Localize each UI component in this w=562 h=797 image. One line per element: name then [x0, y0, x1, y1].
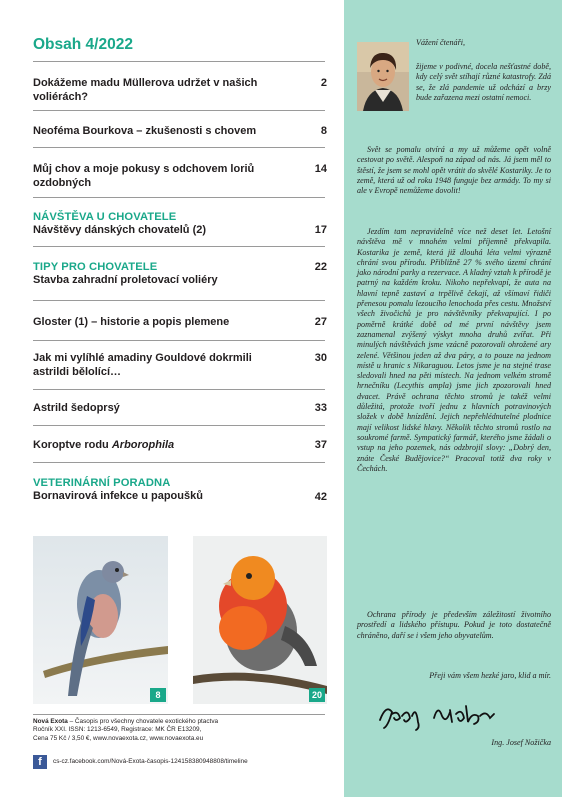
toc-entry[interactable] — [33, 211, 327, 238]
toc-title-rule — [33, 61, 325, 62]
toc-entry[interactable] — [33, 402, 327, 416]
facebook-link[interactable]: cs-cz.facebook.com/Nová-Exota-časopis-124158380948808/timeline — [53, 758, 248, 765]
letter-paragraph: Jezdím tam nepravidelně více než deset let. Letošní návštěva mě v mnohém velmi příjemně překvapila. Kostarika je země, která již dlouhá léta velmi výrazně chrání svou přírodu. Přibližně 27 % svého území chrání jako národní parky a rezervace. A kladný vztah k přírodě je patrný na každém kroku. Nikoho nepřekvapí, že auta na hlavní tepně zastaví a trpělivě čekají, až všímaví řidiči přenesou pomalu lezoucího lenochoda přes cestu. Množství všech živočichů je pro návštěvníky překvapující. I po poměrně krátké době od mé první návštěvy jsem zaznamenal zvýšený výskyt mnoha druhů zvířat. Při minulých návštěvách jsme vzácně pozorovali ohrožené ary zelené. Většinou jeden až dva páry, a to pouze na jednom místě u hranic s Nikaraguou. Letos jsme je na stejné trase sledovali hned na pěti místech. Na jednom velkém stromě hrnečníku (Lecythis ampla) jsme jich zpozorovali hned dvacet. Právě ochrana těchto stromů je takéž velmi důležitá, protože tvoří jednu z hlavních potravinových složek v době hnízdění. Jejich nepřehlédnutelné plodnice mají velikost lidské hlavy. Několik těchto stromů rostlo na soukromé farmě. Sympatický farmář, kterého jsme žádali o vstup na jeho pozemek, nás odzbrojil slovy: „Dobrý den, znáte České Budějovice?“ Pracoval totiž dva roky v Čechách. — [357, 227, 551, 473]
toc-entry-page: 22 — [314, 261, 327, 273]
toc-entry-title: Návštěvy dánských chovatelů (2) — [33, 224, 207, 236]
toc-entry-page: 33 — [314, 402, 327, 414]
toc-entry[interactable] — [33, 477, 327, 504]
toc-section-label: VETERINÁRNÍ PORADNA — [33, 477, 171, 489]
toc-entry-title: Bornavirová infekce u papoušků — [33, 490, 203, 502]
toc-divider — [33, 462, 325, 463]
footer-rule — [33, 714, 325, 715]
toc-entry-title: Stavba zahradní proletovací voliéry — [33, 274, 218, 286]
toc-divider — [33, 246, 325, 247]
letter-paragraph: Svět se pomalu otvírá a my už můžeme opět volně cestovat po světě. Alespoň na západ od nás. Já jsem měl to štěstí, že jsem se mohl opět vrátit do skvělé Kostariky. Je to země, která už od roku 1948 funguje bez armády. To my si ale v Evropě nemůžeme dovolit! — [357, 145, 551, 196]
toc-entry-page: 17 — [314, 224, 327, 236]
toc-entry[interactable] — [33, 163, 327, 190]
photo-page-badge: 8 — [150, 688, 166, 702]
toc-section-label: TIPY PRO CHOVATELE — [33, 261, 158, 273]
red-bird-photo — [193, 536, 327, 704]
toc-divider — [33, 197, 325, 198]
toc-divider — [33, 110, 325, 111]
publication-info — [33, 718, 328, 743]
toc-entry[interactable] — [33, 125, 327, 139]
letter-paragraph: Ochrana přírody je především záležitostí životního prostředí a lidského přístupu. Pokud je toto dostatečně chráněno, daří se i všem jeho obyvatelům. — [357, 610, 551, 640]
toc-entry[interactable] — [33, 261, 327, 288]
toc-entry-title: Dokážeme madu Müllerova udržet v našich voliérách? — [33, 77, 258, 103]
price-line: Cena 75 Kč / 3,50 €, www.novaexota.cz, www.novaexota.eu — [33, 734, 204, 742]
toc-divider — [33, 389, 325, 390]
editor-signature — [376, 698, 506, 732]
toc-entry[interactable] — [33, 352, 327, 379]
toc-section-label: NÁVŠTĚVA U CHOVATELE — [33, 211, 177, 223]
toc-entry[interactable] — [33, 77, 327, 104]
toc-entry-title: Gloster (1) – historie a popis plemene — [33, 316, 230, 328]
toc-entry-page: 8 — [320, 125, 327, 137]
editor-portrait — [357, 42, 409, 111]
toc-entry-title: Astrild šedoprsý — [33, 402, 120, 414]
magazine-name: Nová Exota — [33, 718, 68, 725]
toc-entry-title-italic: Arborophila — [111, 439, 175, 451]
toc-entry-page: 42 — [314, 491, 327, 503]
editor-name: Ing. Josef Nožička — [491, 738, 551, 747]
letter-closing: Přeji vám všem hezké jaro, klid a mír. — [429, 671, 551, 680]
toc-entry[interactable] — [33, 439, 327, 453]
toc-entry-page: 2 — [320, 77, 327, 89]
issn-line: Ročník XXI. ISSN: 1213-6549, Registrace: MK ČR E13209, — [33, 726, 202, 734]
bourke-parrot-photo — [33, 536, 168, 704]
magazine-tagline: – Časopis pro všechny chovatele exotického ptactva — [67, 718, 219, 725]
toc-entry-page: 30 — [314, 352, 327, 364]
toc-entry-page: 14 — [314, 163, 327, 175]
toc-entry-title: Můj chov a moje pokusy s odchovem loriů ozdobných — [33, 163, 255, 189]
toc-divider — [33, 300, 325, 301]
toc-divider — [33, 425, 325, 426]
toc-title: Obsah 4/2022 — [33, 36, 133, 53]
toc-divider — [33, 147, 325, 148]
toc-entry[interactable] — [33, 316, 327, 330]
photo-page-badge: 20 — [309, 688, 325, 702]
letter-greeting: Vážení čtenáři, — [416, 38, 466, 47]
toc-divider — [33, 340, 325, 341]
toc-entry-page: 27 — [314, 316, 327, 328]
toc-entry-page: 37 — [314, 439, 327, 451]
toc-entry-title: Neoféma Bourkova – zkušenosti s chovem — [33, 125, 257, 137]
toc-entry-title: Jak mi vylíhlé amadiny Gouldové dokrmili astrildi bělolící… — [33, 352, 252, 378]
letter-paragraph: žijeme v podivné, docela nešťastné době, kdy celý svět stíhají různé katastrofy. Zdá se, že zlá pandemie už odchází a brzy bude zařazena mezi ostatní nemoci. — [416, 62, 551, 102]
facebook-icon[interactable]: f — [33, 755, 47, 769]
toc-entry-title: Koroptve rodu Arborophila — [33, 439, 175, 451]
